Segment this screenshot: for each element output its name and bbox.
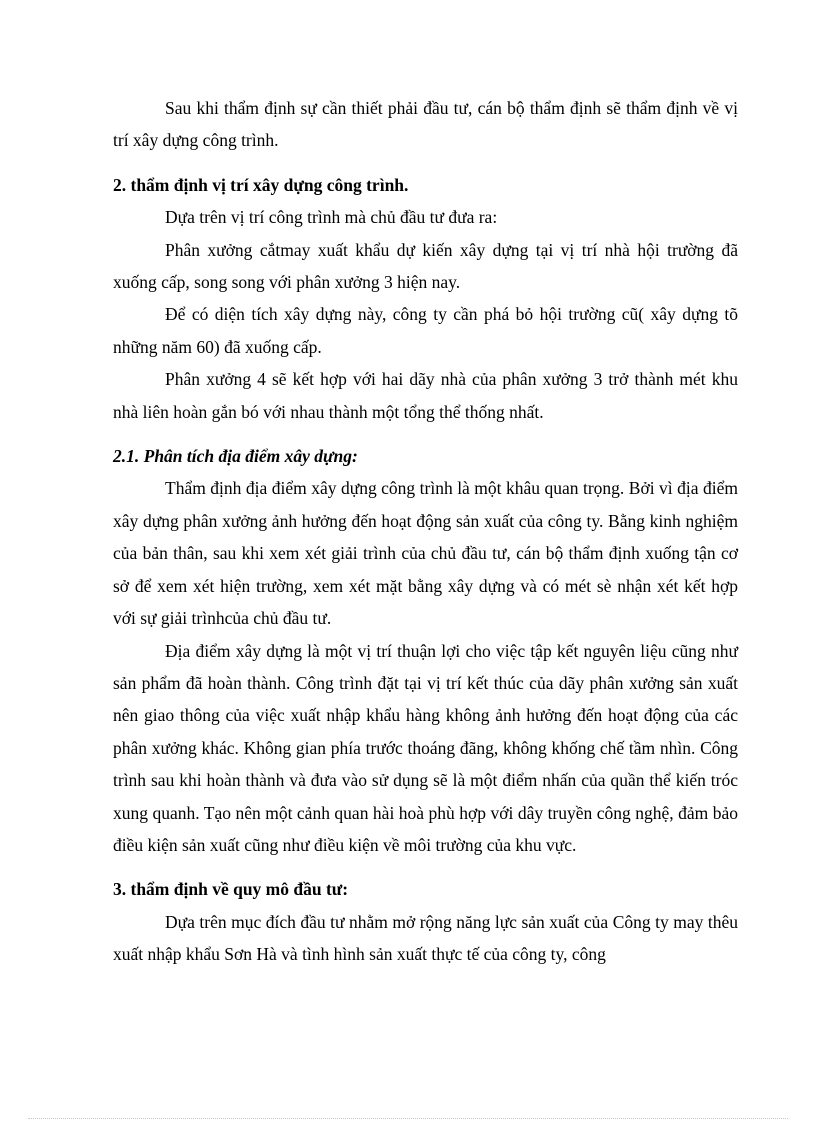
paragraph-location-basis: Dựa trên vị trí công trình mà chủ đầu tư đưa ra:: [165, 207, 498, 228]
document-page: [113, 92, 738, 971]
paragraph-intro: Sau khi thẩm định sự cần thiết phải đầu tư, cán bộ thẩm định sẽ thẩm định về vị trí xây dựng công trình.: [113, 98, 738, 151]
paragraph-site-advantages: Địa điểm xây dựng là một vị trí thuận lợi cho việc tập kết nguyên liệu cũng như sản phẩm đã hoàn thành. Công trình đặt tại vị trí kết thúc của dãy phân xưởng sản xuất nên giao thông của việc xuất nhập khẩu hàng không ảnh hưởng đến hoạt động của các phân xưởng khác. Không gian phía trước thoáng đãng, không khống chế tầm nhìn. Công trình sau khi hoàn thành và đưa vào sử dụng sẽ là một điểm nhấn của quần thể kiến tróc xung quanh. Tạo nên một cảnh quan hài hoà phù hợp với dây truyền công nghệ, đảm bảo điều kiện sản xuất cũng như điều kiện về môi trường của khu vực.: [113, 640, 738, 855]
page-bottom-divider: [28, 1118, 788, 1119]
heading-section-2: 2. thẩm định vị trí xây dựng công trình.: [113, 174, 409, 195]
heading-section-2-1: 2.1. Phân tích địa điểm xây dựng:: [113, 446, 358, 467]
paragraph-workshop-location: Phân xưởng cắtmay xuất khẩu dự kiến xây dựng tại vị trí nhà hội trường đã xuống cấp, song song với phân xưởng 3 hiện nay.: [113, 239, 738, 293]
paragraph-investment-scale: Dựa trên mục đích đầu tư nhằm mở rộng năng lực sản xuất của Công ty may thêu xuất nhập khẩu Sơn Hà và tình hình sản xuất thực tế của công ty, công: [113, 911, 738, 965]
paragraph-demolition: Để có diện tích xây dựng này, công ty cần phá bỏ hội trường cũ( xây dựng tõ những năm 60) đã xuống cấp.: [113, 304, 738, 357]
paragraph-site-appraisal: Thẩm định địa điểm xây dựng công trình là một khâu quan trọng. Bởi vì địa điểm xây dựng phân xưởng ảnh hưởng đến hoạt động sản xuất của công ty. Bằng kinh nghiệm của bản thân, sau khi xem xét giải trình của chủ đầu tư, cán bộ thẩm định xuống tận cơ sở để xem xét hiện trường, xem xét mặt bằng xây dựng và có mét sè nhận xét kết hợp với sự giải trìnhcủa chủ đầu tư.: [113, 478, 738, 629]
heading-section-3: 3. thẩm định về quy mô đầu tư:: [113, 879, 349, 900]
paragraph-workshop-4: Phân xưởng 4 sẽ kết hợp với hai dãy nhà của phân xưởng 3 trở thành mét khu nhà liên hoàn gắn bó với nhau thành một tổng thể thống nhất.: [113, 369, 738, 422]
